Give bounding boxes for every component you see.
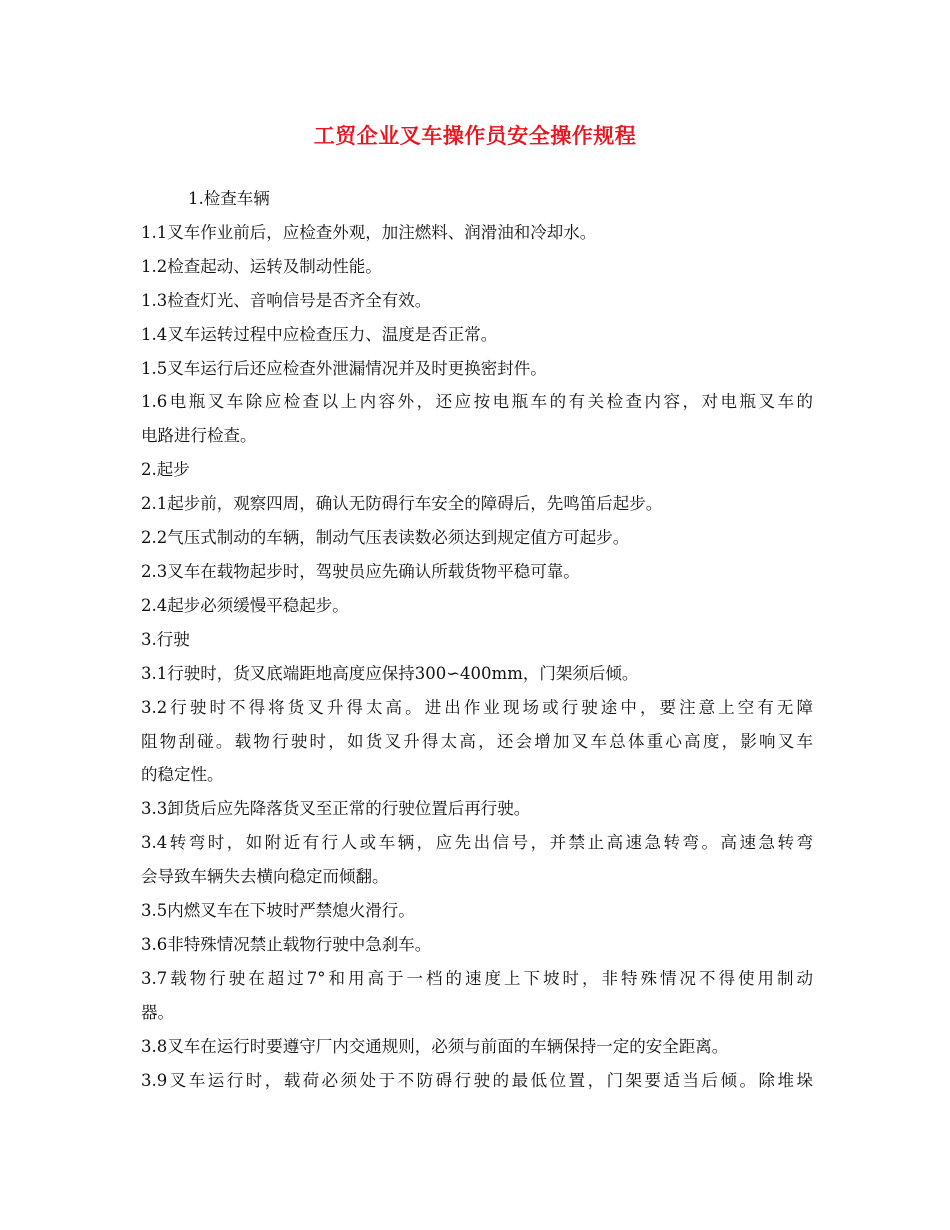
- paragraph-line: 2.2气压式制动的车辆，制动气压表读数必须达到规定值方可起步。: [141, 528, 630, 548]
- paragraph-line: 3.9叉车运行时，载荷必须处于不防碍行驶的最低位置，门架要适当后倾。除堆垛: [141, 1070, 813, 1090]
- paragraph-line: 1.3检查灯光、音响信号是否齐全有效。: [141, 290, 432, 310]
- paragraph-line: 的稳定性。: [141, 765, 224, 785]
- paragraph-line: 3.1行驶时，货叉底端距地高度应保持300∽400mm，门架须后倾。: [141, 663, 639, 683]
- paragraph-line: 1.5叉车运行后还应检查外泄漏情况并及时更换密封件。: [141, 358, 547, 378]
- paragraph-line: 1.4叉车运转过程中应检查压力、温度是否正常。: [141, 324, 498, 344]
- paragraph-line: 3.3卸货后应先降落货叉至正常的行驶位置后再行驶。: [141, 799, 531, 819]
- paragraph-line: 3.6非特殊情况禁止载物行驶中急刹车。: [141, 934, 432, 954]
- document-title: 工贸企业叉车操作员安全操作规程: [313, 123, 637, 148]
- paragraph-line: 3.7载物行驶在超过7°和用高于一档的速度上下坡时，非特殊情况不得使用制动: [141, 968, 813, 988]
- paragraph-line: 1.6电瓶叉车除应检查以上内容外，还应按电瓶车的有关检查内容，对电瓶叉车的: [141, 392, 813, 412]
- paragraph-line: 1.2检查起动、运转及制动性能。: [141, 256, 382, 276]
- paragraph-line: 3.8叉车在运行时要遵守厂内交通规则，必须与前面的车辆保持一定的安全距离。: [141, 1036, 729, 1056]
- paragraph-line: 阻物刮碰。载物行驶时，如货叉升得太高，还会增加叉车总体重心高度，影响叉车: [141, 731, 813, 751]
- paragraph-line: 1.1叉车作业前后，应检查外观，加注燃料、润滑油和冷却水。: [141, 222, 597, 242]
- paragraph-line: 会导致车辆失去横向稳定而倾翻。: [141, 867, 389, 887]
- paragraph-line: 3.2行驶时不得将货叉升得太高。进出作业现场或行驶途中，要注意上空有无障: [141, 697, 813, 717]
- paragraph-line: 2.1起步前，观察四周，确认无防碍行车安全的障碍后，先鸣笛后起步。: [141, 494, 663, 514]
- section-heading: 1.检查车辆: [188, 189, 270, 208]
- paragraph-line: 3.5内燃叉车在下坡时严禁熄火滑行。: [141, 901, 415, 921]
- paragraph-line: 电路进行检查。: [141, 426, 257, 446]
- paragraph-line: 2.4起步必须缓慢平稳起步。: [141, 595, 349, 615]
- paragraph-line: 2.3叉车在载物起步时，驾驶员应先确认所载货物平稳可靠。: [141, 561, 580, 581]
- document-body: [141, 182, 813, 1097]
- section-heading: 3.行驶: [141, 629, 190, 649]
- paragraph-line: 器。: [141, 1002, 174, 1022]
- paragraph-line: 3.4转弯时，如附近有行人或车辆，应先出信号，并禁止高速急转弯。高速急转弯: [141, 833, 813, 853]
- section-heading: 2.起步: [141, 460, 190, 480]
